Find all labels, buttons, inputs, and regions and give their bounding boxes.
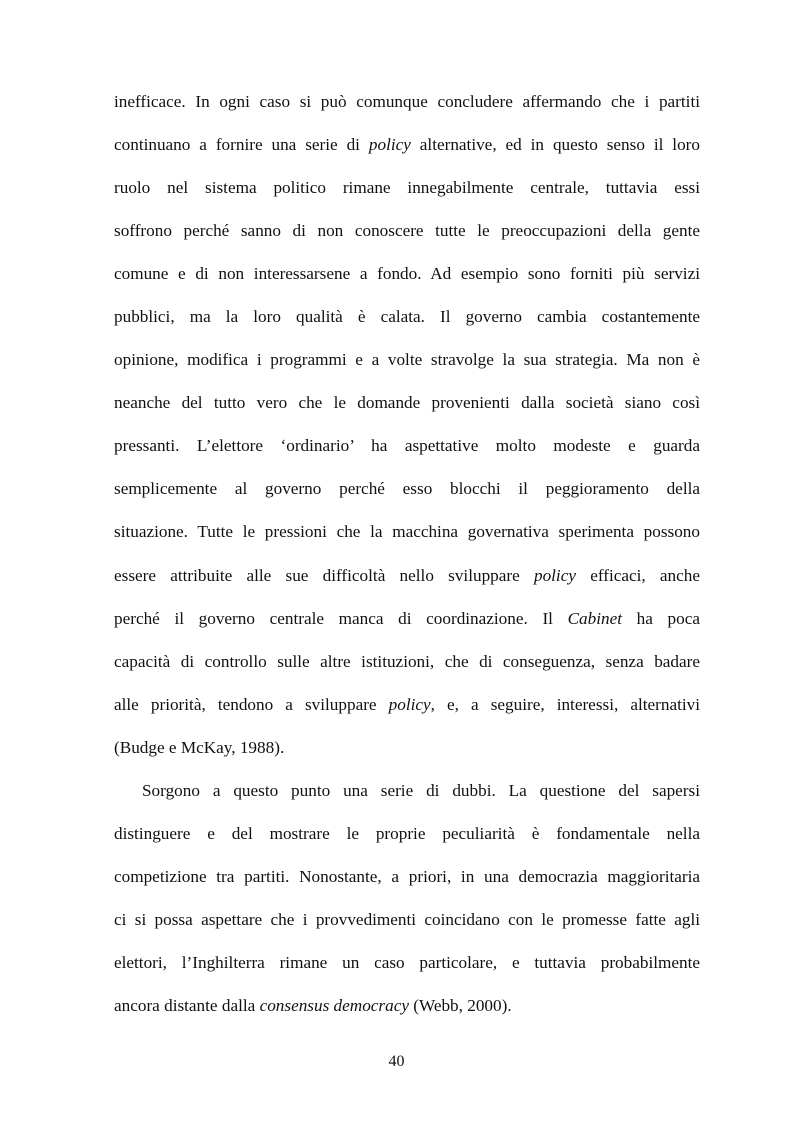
text-span: Sorgono a questo punto una serie di dubbi. La questione del sapersi — [142, 780, 700, 800]
text-span: pubblici, ma la loro qualità è calata. Il governo cambia costantemente — [114, 307, 700, 327]
text-line — [114, 389, 700, 432]
text-line — [114, 432, 700, 475]
text-span: semplicemente al governo perché esso blocchi il peggioramento della — [114, 479, 700, 499]
text-span: capacità di controllo sulle altre istituzioni, che di conseguenza, senza badare — [114, 651, 700, 671]
text-line — [114, 346, 700, 389]
text-line — [114, 131, 700, 174]
text-line — [114, 562, 700, 605]
body-text — [114, 88, 700, 1035]
paragraph-2 — [114, 777, 700, 1035]
italic-term: consensus democracy — [259, 995, 409, 1015]
text-line — [114, 518, 700, 561]
text-span: pressanti. L’elettore ‘ordinario’ ha aspettative molto modeste e guarda — [114, 436, 700, 456]
text-span: continuano a fornire una serie di — [114, 135, 369, 155]
text-span: distinguere e del mostrare le proprie peculiarità è fondamentale nella — [114, 823, 700, 843]
text-span: comune e di non interessarsene a fondo. Ad esempio sono forniti più servizi — [114, 264, 700, 284]
text-line — [114, 217, 700, 260]
text-span: elettori, l’Inghilterra rimane un caso particolare, e tuttavia probabilmente — [114, 952, 700, 972]
text-line — [114, 303, 700, 346]
text-line — [114, 260, 700, 303]
text-line — [114, 734, 700, 777]
text-line — [114, 992, 700, 1035]
text-span: alternative, ed in questo senso il loro — [410, 135, 700, 155]
text-line — [114, 691, 700, 734]
text-span: ancora distante dalla — [114, 995, 260, 1015]
text-line — [114, 820, 700, 863]
text-line — [114, 174, 700, 217]
text-span: (Webb, 2000). — [408, 995, 512, 1015]
text-span: alle priorità, tendono a sviluppare — [114, 694, 389, 714]
text-line — [114, 906, 700, 949]
text-span: situazione. Tutte le pressioni che la macchina governativa sperimenta possono — [114, 522, 700, 542]
text-span: efficaci, anche — [575, 565, 700, 585]
text-span: competizione tra partiti. Nonostante, a priori, in una democrazia maggioritaria — [114, 866, 700, 886]
text-line — [114, 777, 700, 820]
page-number: 40 — [388, 1053, 405, 1070]
text-span: opinione, modifica i programmi e a volte stravolge la sua strategia. Ma non è — [114, 350, 700, 370]
text-span: essere attribuite alle sue difficoltà nello sviluppare — [114, 565, 534, 585]
text-span: neanche del tutto vero che le domande provenienti dalla società siano così — [114, 393, 700, 413]
text-line — [114, 475, 700, 518]
text-span: ruolo nel sistema politico rimane innegabilmente centrale, tuttavia essi — [114, 178, 700, 198]
text-span: soffrono perché sanno di non conoscere tutte le preoccupazioni della gente — [114, 221, 700, 241]
italic-term: policy — [368, 135, 411, 155]
text-span: , e, a seguire, interessi, alternativi — [430, 694, 700, 714]
italic-term: Cabinet — [567, 608, 623, 628]
text-line — [114, 648, 700, 691]
text-line — [114, 88, 700, 131]
paragraph-1 — [114, 88, 700, 777]
text-line — [114, 605, 700, 648]
text-span: perché il governo centrale manca di coordinazione. Il — [114, 608, 568, 628]
text-line — [114, 949, 700, 992]
text-span: ci si possa aspettare che i provvedimenti coincidano con le promesse fatte agli — [114, 909, 700, 929]
italic-term: policy — [388, 694, 431, 714]
text-line — [114, 863, 700, 906]
text-span: ha poca — [622, 608, 700, 628]
text-span: (Budge e McKay, 1988). — [114, 737, 285, 757]
italic-term: policy — [533, 565, 576, 585]
text-span: inefficace. In ogni caso si può comunque concludere affermando che i partiti — [114, 92, 700, 111]
